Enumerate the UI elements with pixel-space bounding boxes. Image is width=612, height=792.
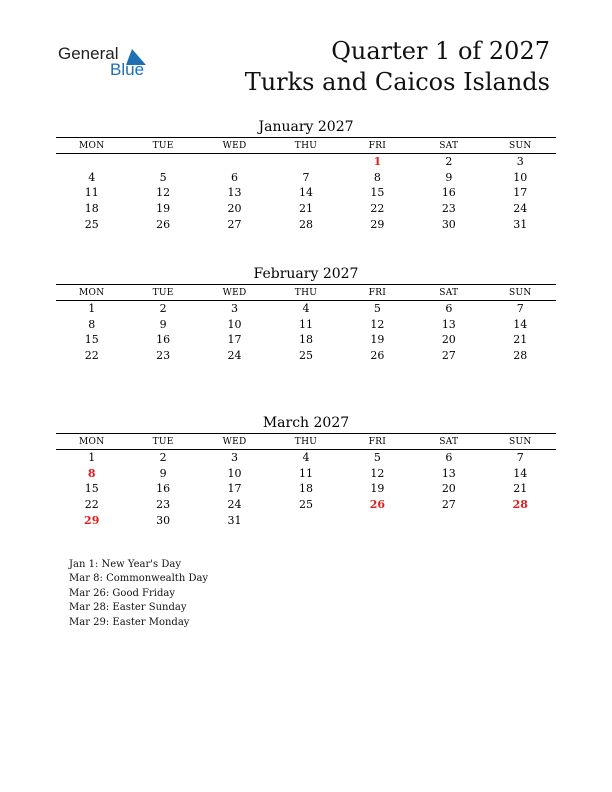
day-cell: 3 <box>231 302 239 316</box>
day-cell: 5 <box>373 451 381 465</box>
empty-day-cell <box>485 512 556 528</box>
weekday-header: SAT <box>413 138 484 154</box>
day-cell: 28 <box>512 498 528 512</box>
calendar-grid <box>56 433 556 528</box>
day-cell: 26 <box>156 217 171 231</box>
day-cell: 17 <box>227 482 242 496</box>
day-cell: 17 <box>513 186 528 200</box>
day-cell: 27 <box>441 349 456 363</box>
day-cell: 24 <box>227 349 242 363</box>
empty-day-cell <box>270 154 341 170</box>
weekday-header: MON <box>56 434 127 450</box>
day-cell: 18 <box>84 202 99 216</box>
logo-text-general: General <box>58 44 119 63</box>
page-title <box>245 36 550 98</box>
day-cell: 15 <box>84 333 99 347</box>
week-row <box>56 450 556 466</box>
day-cell: 5 <box>373 302 381 316</box>
weekday-header-row <box>56 285 556 301</box>
week-row <box>56 185 556 201</box>
month-title: February 2027 <box>253 266 359 282</box>
day-cell: 6 <box>445 302 453 316</box>
day-cell: 11 <box>298 466 313 480</box>
day-cell: 25 <box>298 349 313 363</box>
day-cell: 20 <box>441 333 456 347</box>
day-cell: 28 <box>513 349 528 363</box>
holiday-item: Mar 8: Commonwealth Day <box>69 573 209 585</box>
day-cell: 25 <box>84 217 99 231</box>
month-title: March 2027 <box>262 415 350 431</box>
day-cell: 12 <box>156 186 171 200</box>
day-cell: 9 <box>445 170 453 184</box>
week-row <box>56 332 556 348</box>
day-cell: 5 <box>159 170 167 184</box>
empty-day-cell <box>270 512 341 528</box>
day-cell: 20 <box>227 202 242 216</box>
calendar-grid <box>56 137 556 232</box>
day-cell: 26 <box>370 349 385 363</box>
empty-day-cell <box>199 154 270 170</box>
day-cell: 7 <box>302 170 310 184</box>
day-cell: 10 <box>227 466 242 480</box>
day-cell: 3 <box>516 155 524 169</box>
holiday-item: Jan 1: New Year's Day <box>69 559 181 570</box>
weekday-header: THU <box>270 285 341 301</box>
day-cell: 13 <box>441 317 456 331</box>
day-cell: 23 <box>156 498 171 512</box>
week-row <box>56 481 556 497</box>
weekday-header-row <box>56 138 556 154</box>
title-quarter: Quarter 1 of 2027 <box>331 37 550 65</box>
day-cell: 8 <box>87 466 96 480</box>
day-cell: 19 <box>156 202 171 216</box>
calendar-grid <box>56 284 556 363</box>
day-cell: 6 <box>445 451 453 465</box>
day-cell: 1 <box>88 451 96 465</box>
day-cell: 21 <box>513 482 528 496</box>
day-cell: 29 <box>370 217 385 231</box>
day-cell: 27 <box>227 217 242 231</box>
weekday-header: SUN <box>485 138 556 154</box>
empty-day-cell <box>127 154 198 170</box>
day-cell: 4 <box>302 451 310 465</box>
week-row <box>56 154 556 170</box>
day-cell: 16 <box>156 482 171 496</box>
day-cell: 8 <box>88 317 96 331</box>
day-cell: 14 <box>513 466 528 480</box>
day-cell: 16 <box>156 333 171 347</box>
day-cell: 7 <box>516 451 524 465</box>
day-cell: 16 <box>441 186 456 200</box>
weekday-header: TUE <box>127 138 198 154</box>
day-cell: 24 <box>513 202 528 216</box>
day-cell: 14 <box>513 317 528 331</box>
day-cell: 22 <box>84 349 99 363</box>
weekday-header: TUE <box>127 434 198 450</box>
weekday-header: MON <box>56 285 127 301</box>
holiday-item: Mar 29: Easter Monday <box>69 616 190 628</box>
day-cell: 25 <box>298 498 313 512</box>
weekday-header: THU <box>270 138 341 154</box>
week-row <box>56 301 556 317</box>
weekday-header: SUN <box>485 434 556 450</box>
day-cell: 23 <box>441 202 456 216</box>
week-row <box>56 216 556 232</box>
weekday-header: WED <box>199 285 270 301</box>
day-cell: 13 <box>441 466 456 480</box>
title-country: Turks and Caicos Islands <box>244 68 550 96</box>
day-cell: 31 <box>513 217 528 231</box>
generalblue-logo <box>58 44 168 84</box>
month-calendar-february <box>56 264 556 363</box>
month-calendar-march <box>56 413 556 528</box>
day-cell: 23 <box>156 349 171 363</box>
day-cell: 26 <box>369 498 386 512</box>
day-cell: 7 <box>516 302 524 316</box>
day-cell: 11 <box>84 186 99 200</box>
day-cell: 13 <box>227 186 242 200</box>
week-row <box>56 317 556 333</box>
day-cell: 1 <box>88 302 96 316</box>
day-cell: 10 <box>513 170 528 184</box>
weekday-header: MON <box>56 138 127 154</box>
weekday-header: SAT <box>413 285 484 301</box>
weekday-header: SAT <box>413 434 484 450</box>
week-row <box>56 497 556 513</box>
day-cell: 4 <box>88 170 96 184</box>
week-row <box>56 201 556 217</box>
day-cell: 12 <box>370 317 385 331</box>
weekday-header: WED <box>199 138 270 154</box>
day-cell: 18 <box>298 482 313 496</box>
week-row <box>56 348 556 364</box>
holiday-list <box>69 558 208 630</box>
week-row <box>56 170 556 186</box>
day-cell: 1 <box>373 155 382 169</box>
day-cell: 30 <box>441 217 456 231</box>
day-cell: 10 <box>227 317 242 331</box>
day-cell: 14 <box>298 186 313 200</box>
week-row <box>56 466 556 482</box>
day-cell: 31 <box>227 513 242 527</box>
day-cell: 21 <box>513 333 528 347</box>
week-row <box>56 512 556 528</box>
weekday-header: FRI <box>342 285 413 301</box>
holiday-item: Mar 28: Easter Sunday <box>69 602 187 614</box>
weekday-header: TUE <box>127 285 198 301</box>
weekday-header: FRI <box>342 434 413 450</box>
day-cell: 2 <box>159 302 167 316</box>
day-cell: 20 <box>441 482 456 496</box>
day-cell: 18 <box>298 333 313 347</box>
day-cell: 3 <box>231 451 239 465</box>
day-cell: 2 <box>445 155 453 169</box>
day-cell: 11 <box>298 317 313 331</box>
weekday-header: THU <box>270 434 341 450</box>
day-cell: 29 <box>84 513 100 527</box>
month-calendar-january <box>56 117 556 232</box>
day-cell: 21 <box>298 202 313 216</box>
day-cell: 19 <box>370 333 385 347</box>
day-cell: 4 <box>302 302 310 316</box>
month-title: January 2027 <box>258 119 354 135</box>
day-cell: 2 <box>159 451 167 465</box>
day-cell: 19 <box>370 482 385 496</box>
day-cell: 28 <box>298 217 313 231</box>
weekday-header-row <box>56 434 556 450</box>
day-cell: 9 <box>159 466 167 480</box>
empty-day-cell <box>413 512 484 528</box>
empty-day-cell <box>342 512 413 528</box>
day-cell: 27 <box>441 498 456 512</box>
day-cell: 30 <box>156 513 171 527</box>
weekday-header: SUN <box>485 285 556 301</box>
empty-day-cell <box>56 154 127 170</box>
day-cell: 15 <box>370 186 385 200</box>
day-cell: 9 <box>159 317 167 331</box>
day-cell: 6 <box>231 170 239 184</box>
day-cell: 12 <box>370 466 385 480</box>
weekday-header: FRI <box>342 138 413 154</box>
holiday-item: Mar 26: Good Friday <box>69 587 175 599</box>
day-cell: 22 <box>370 202 385 216</box>
day-cell: 24 <box>227 498 242 512</box>
logo-text-blue: Blue <box>110 60 145 79</box>
day-cell: 17 <box>227 333 242 347</box>
weekday-header: WED <box>199 434 270 450</box>
day-cell: 22 <box>84 498 99 512</box>
day-cell: 15 <box>84 482 99 496</box>
day-cell: 8 <box>373 170 381 184</box>
